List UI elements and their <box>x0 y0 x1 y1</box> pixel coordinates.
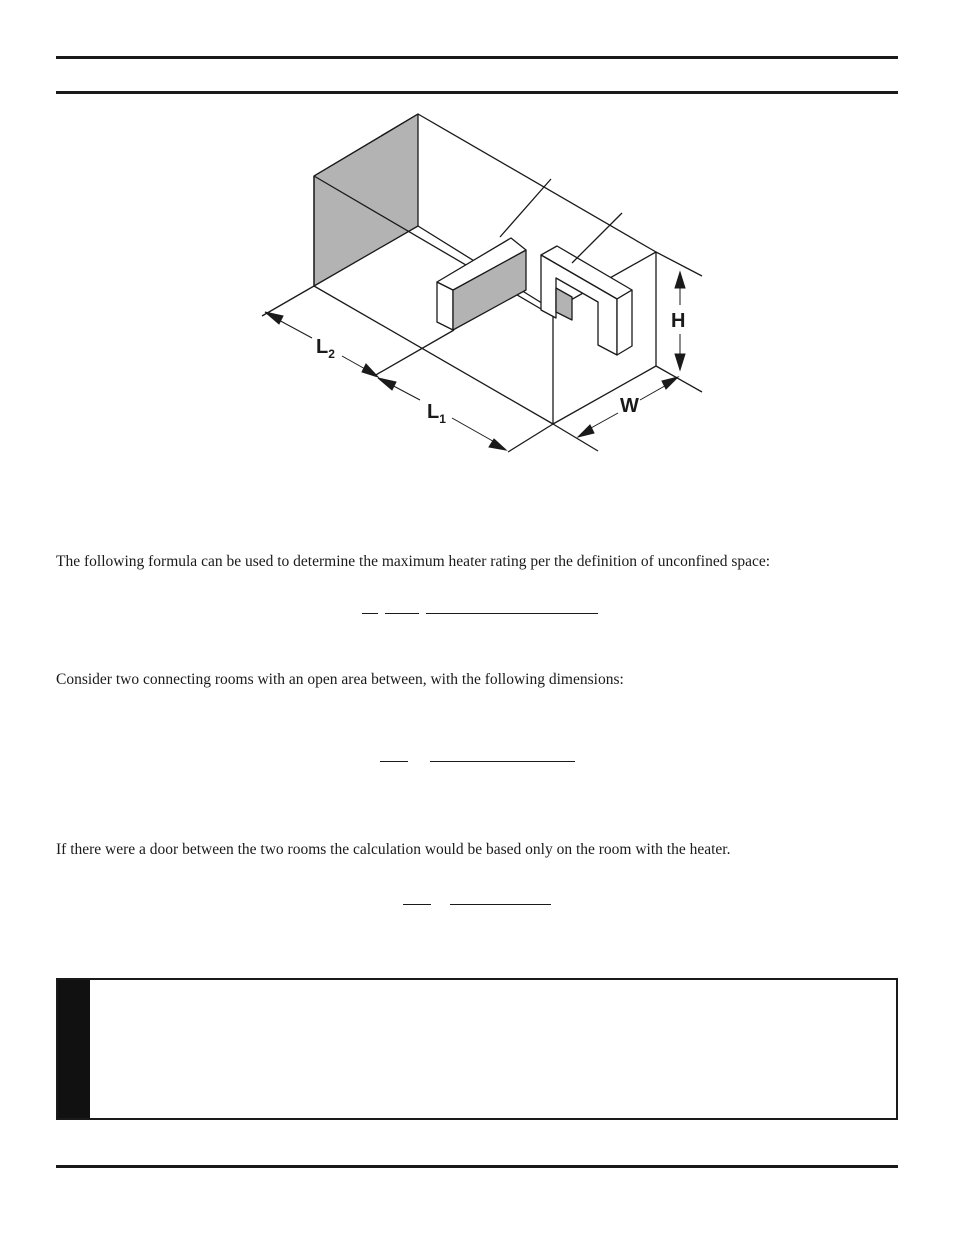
w-label: W <box>620 395 639 417</box>
h-label: H <box>671 310 686 332</box>
fireplace-opening <box>556 288 572 320</box>
warning-bar <box>58 980 90 1118</box>
door-note-text: If there were a door between the two rooms the calculation would be based only on the room with the heater. <box>56 841 731 858</box>
fireplace-side <box>617 290 632 355</box>
example-intro-text: Consider two connecting rooms with an open area between, with the following dimensions: <box>56 671 624 688</box>
formula-intro-text: The following formula can be used to determine the maximum heater rating per the definition of unconfined space: <box>56 553 771 570</box>
fraction-bar <box>380 761 408 762</box>
fraction-bar <box>403 904 431 905</box>
fraction-bar <box>430 761 575 762</box>
l1-label: $L_1$ <box>427 401 446 426</box>
fraction-bar <box>362 613 378 614</box>
warning-box <box>56 978 898 1120</box>
fraction-bar <box>450 904 551 905</box>
room-diagram <box>250 105 720 465</box>
fraction-bar <box>385 613 419 614</box>
back-wall <box>314 114 418 286</box>
header-rule-bottom <box>56 91 898 94</box>
header-rule-top <box>56 56 898 59</box>
fraction-bar <box>426 613 598 614</box>
l2-label: $L_2$ <box>316 336 335 361</box>
footer-rule <box>56 1165 898 1168</box>
